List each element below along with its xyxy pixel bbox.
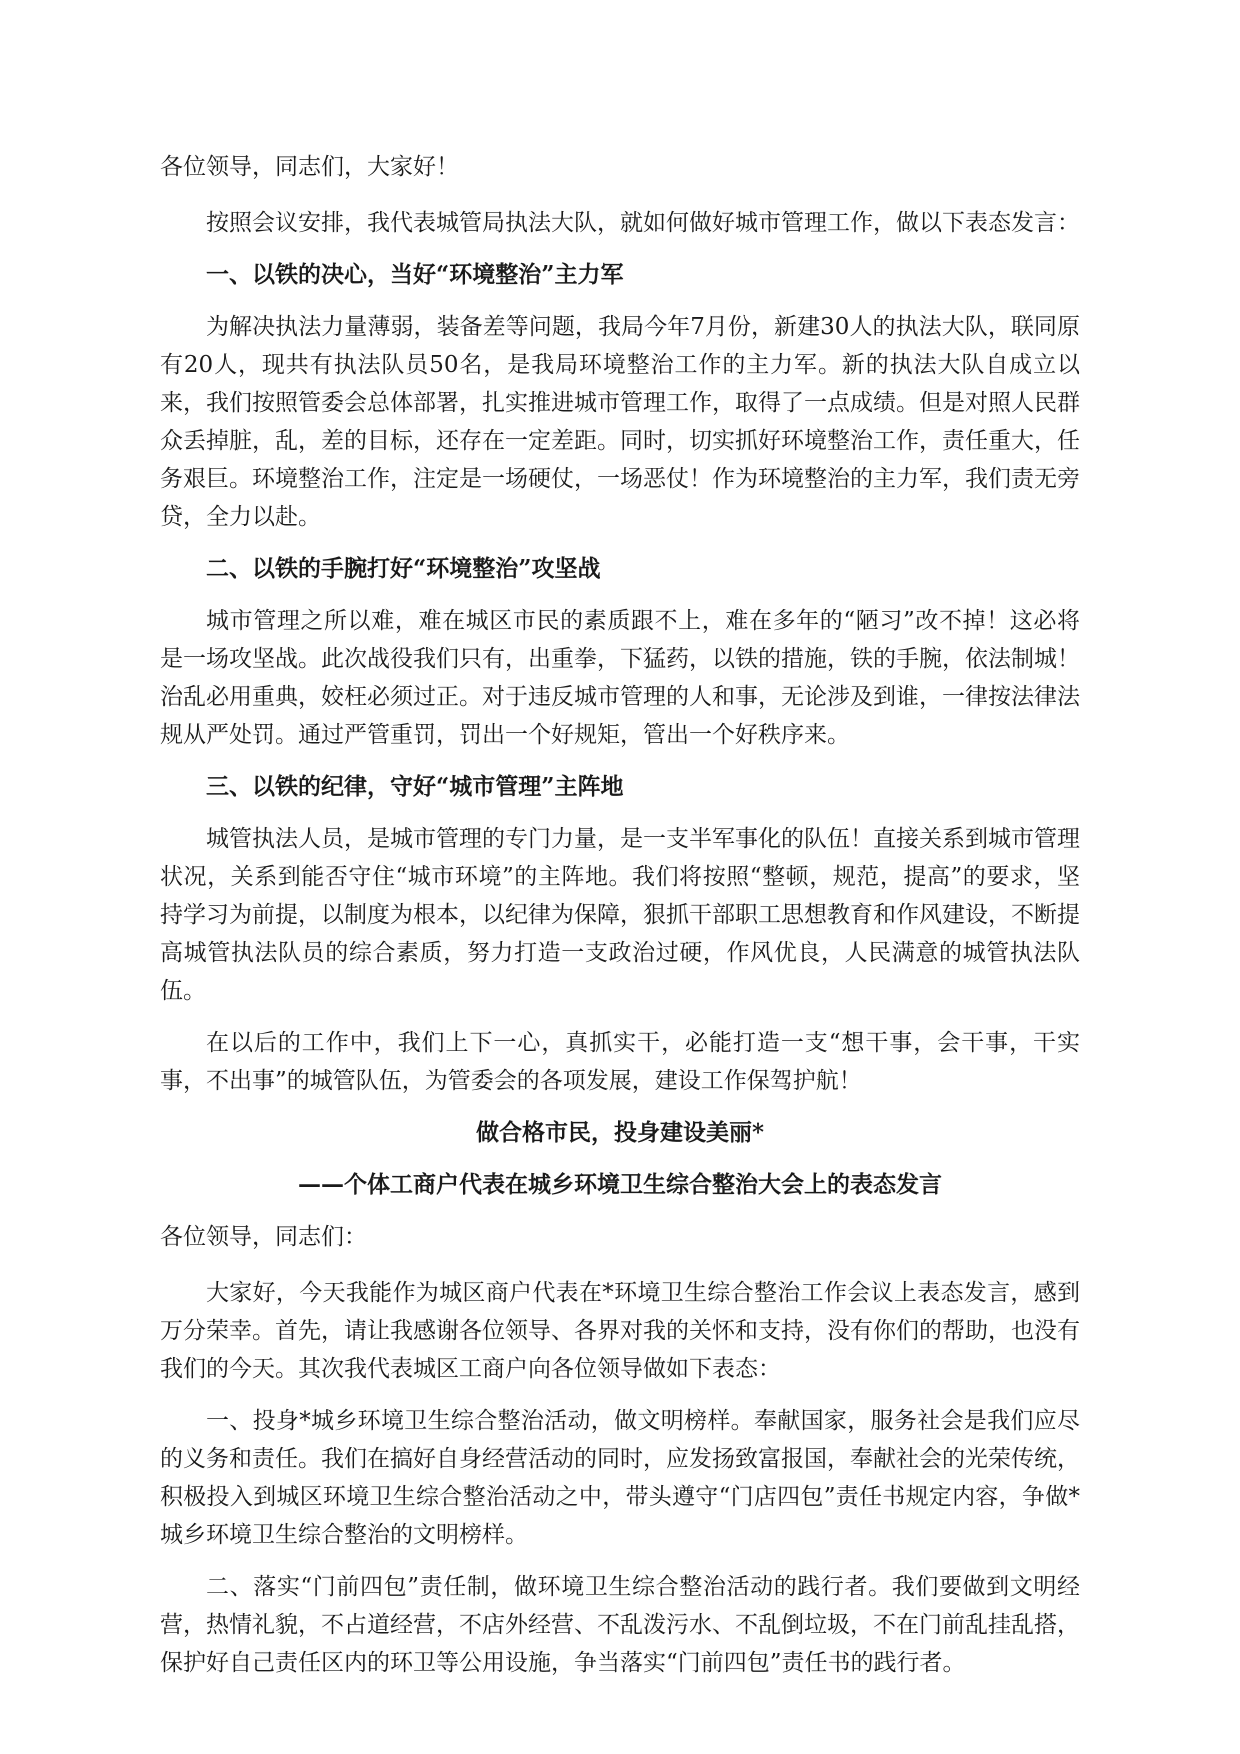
speech2-paragraph-3: 二、落实“门前四包”责任制，做环境卫生综合整治活动的践行者。我们要做到文明经营，热情礼貌，不占道经营，不店外经营、不乱泼污水、不乱倒垃圾，不在门前乱挂乱搭，保护好自己责任区内的环卫等公用设施，争当落实“门前四包”责任书的践行者。 xyxy=(160,1574,1080,1676)
speech1-paragraph-3: 城管执法人员，是城市管理的专门力量，是一支半军事化的队伍！直接关系到城市管理状况，关系到能否守住“城市环境”的主阵地。我们将按照“整顿，规范，提高”的要求，坚持学习为前提，以制度为根本，以纪律为保障，狠抓干部职工思想教育和作风建设，不断提高城管执法队员的综合素质，努力打造一支政治过硬，作风优良，人民满意的城管执法队伍。 xyxy=(160,826,1080,1004)
speech1-closing: 在以后的工作中，我们上下一心，真抓实干，必能打造一支“想干事，会干事，干实事，不出事”的城管队伍，为管委会的各项发展，建设工作保驾护航！ xyxy=(160,1030,1080,1094)
speech1-paragraph-1: 为解决执法力量薄弱，装备差等问题，我局今年7月份，新建30人的执法大队，联同原有20人，现共有执法队员50名，是我局环境整治工作的主力军。新的执法大队自成立以来，我们按照管委会总体部署，扎实推进城市管理工作，取得了一点成绩。但是对照人民群众丢掉脏，乱，差的目标，还存在一定差距。同时，切实抓好环境整治工作，责任重大，任务艰巨。环境整治工作，注定是一场硬仗，一场恶仗！作为环境整治的主力军，我们责无旁贷，全力以赴。 xyxy=(160,314,1080,530)
document-page xyxy=(160,148,1080,1696)
speech1-heading-2: 二、以铁的手腕打好“环境整治”攻坚战 xyxy=(206,555,601,582)
speech2-paragraph-2: 一、投身*城乡环境卫生综合整治活动，做文明榜样。奉献国家，服务社会是我们应尽的义务和责任。我们在搞好自身经营活动的同时，应发扬致富报国，奉献社会的光荣传统，积极投入到城区环境卫生综合整治活动之中，带头遵守“门店四包”责任书规定内容，争做*城乡环境卫生综合整治的文明榜样。 xyxy=(160,1408,1080,1548)
speech2-title: 做合格市民，投身建设美丽* xyxy=(475,1119,765,1146)
speech1-heading-3: 三、以铁的纪律，守好“城市管理”主阵地 xyxy=(206,773,624,800)
speech1-greeting: 各位领导，同志们，大家好！ xyxy=(160,154,459,180)
speech2-paragraph-1: 大家好，今天我能作为城区商户代表在*环境卫生综合整治工作会议上表态发言，感到万分荣幸。首先，请让我感谢各位领导、各界对我的关怀和支持，没有你们的帮助，也没有我们的今天。其次我代表城区工商户向各位领导做如下表态： xyxy=(160,1280,1080,1382)
speech1-heading-1: 一、以铁的决心，当好“环境整治”主力军 xyxy=(206,261,624,288)
speech1-intro: 按照会议安排，我代表城管局执法大队，就如何做好城市管理工作，做以下表态发言： xyxy=(206,210,1080,236)
speech2-greeting: 各位领导，同志们： xyxy=(160,1224,367,1250)
speech1-paragraph-2: 城市管理之所以难，难在城区市民的素质跟不上，难在多年的“陋习”改不掉！这必将是一场攻坚战。此次战役我们只有，出重拳，下猛药，以铁的措施，铁的手腕，依法制城！治乱必用重典，姣枉必须过正。对于违反城市管理的人和事，无论涉及到谁，一律按法律法规从严处罚。通过严管重罚，罚出一个好规矩，管出一个好秩序来。 xyxy=(160,608,1080,748)
speech2-subtitle: ——个体工商户代表在城乡环境卫生综合整治大会上的表态发言 xyxy=(298,1171,942,1198)
